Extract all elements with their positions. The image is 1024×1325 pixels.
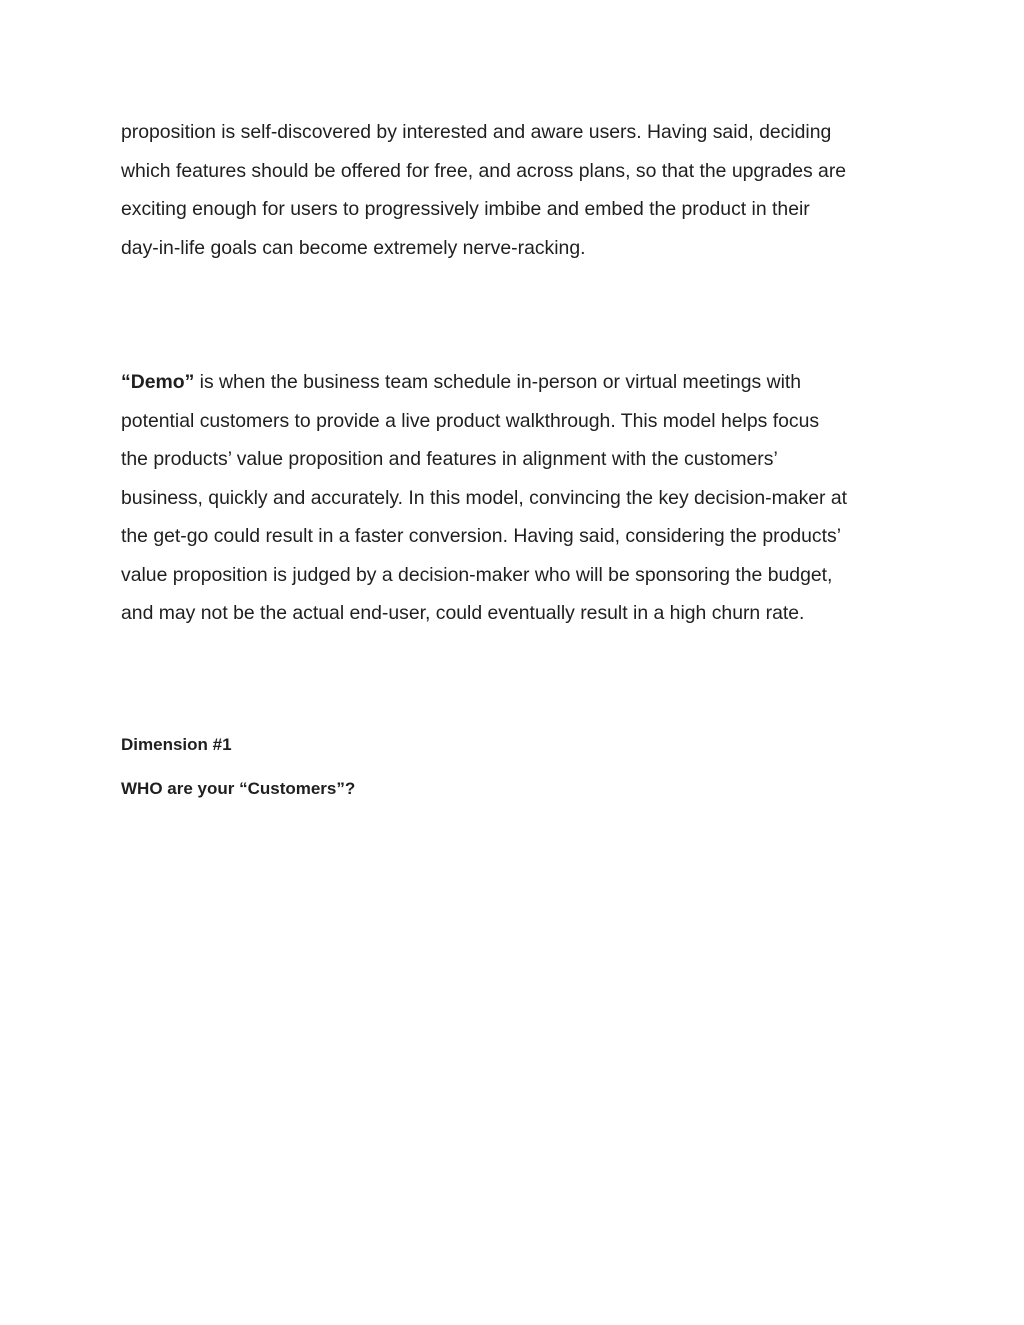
text-line: the get-go could result in a faster conversion. Having said, considering the products’	[121, 525, 842, 547]
text-line: exciting enough for users to progressively imbibe and embed the product in their	[121, 198, 810, 220]
paragraph-freemium-continuation	[121, 113, 921, 267]
text-line: potential customers to provide a live product walkthrough. This model helps focus	[121, 409, 820, 432]
dimension-heading: Dimension #1	[121, 735, 232, 754]
text-line	[121, 363, 921, 402]
demo-definition-start: is when the business team schedule in-person or virtual meetings with	[194, 371, 802, 393]
demo-term: “Demo”	[121, 371, 195, 393]
text-line: the products’ value proposition and features in alignment with the customers’	[121, 448, 778, 470]
text-line: which features should be offered for free, and across plans, so that the upgrades are	[121, 159, 847, 182]
dimension-question: WHO are your “Customers”?	[121, 779, 356, 798]
text-line: proposition is self-discovered by interested and aware users. Having said, deciding	[121, 121, 832, 143]
paragraph-demo-model	[121, 363, 921, 633]
text-line: and may not be the actual end-user, could eventually result in a high churn rate.	[121, 602, 805, 624]
text-line: value proposition is judged by a decision-maker who will be sponsoring the budget,	[121, 563, 833, 586]
text-line: day-in-life goals can become extremely nerve-racking.	[121, 236, 586, 259]
text-line: business, quickly and accurately. In this model, convincing the key decision-maker at	[121, 486, 848, 509]
